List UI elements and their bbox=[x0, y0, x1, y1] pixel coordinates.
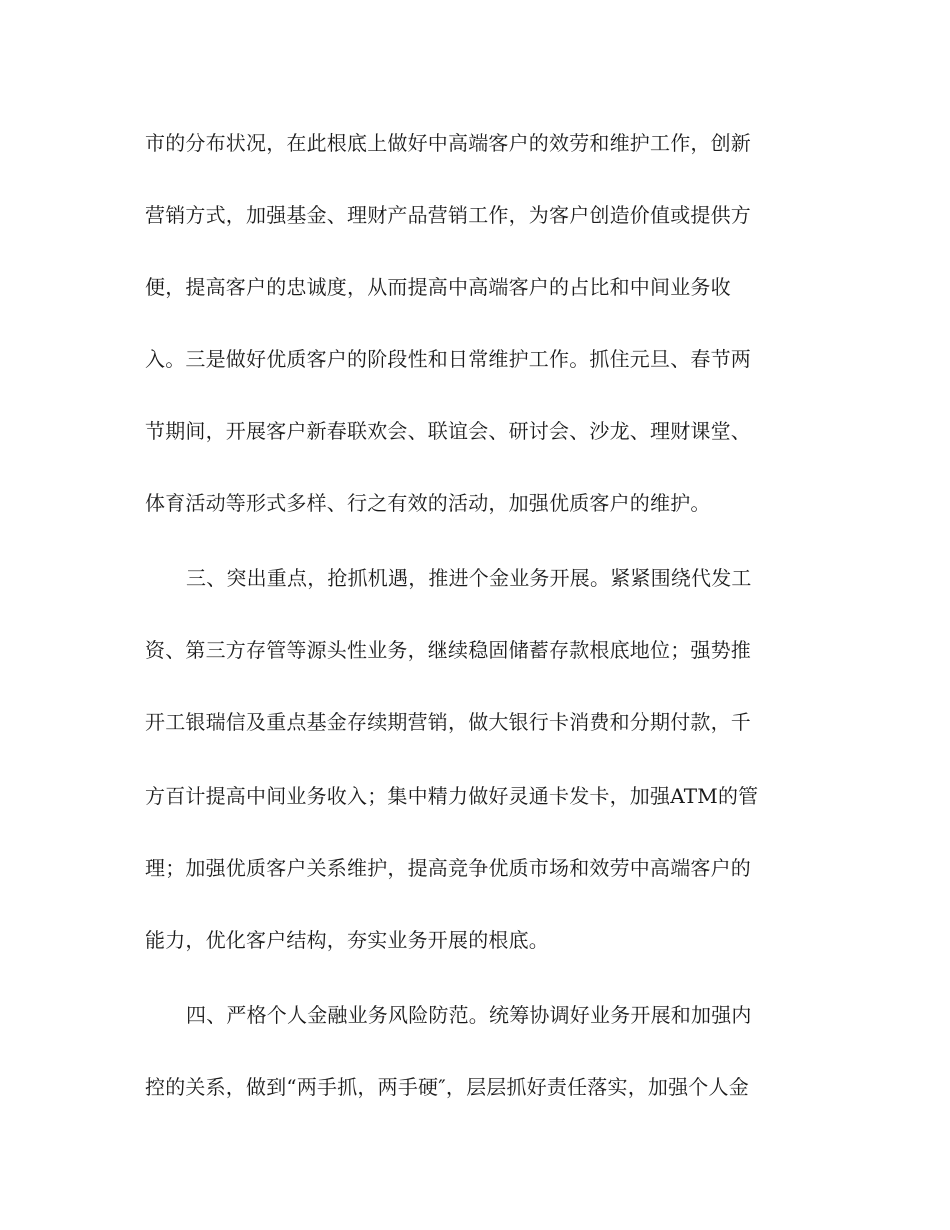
paragraph-3-start: 三、突出重点，抢抓机遇，推进个金业务开展。紧紧围绕代发工 bbox=[186, 566, 752, 590]
text-line-12: 能力，优化客户结构，夯实业务开展的根底。 bbox=[145, 928, 549, 952]
text-line-3: 便，提高客户的忠诚度，从而提高中高端客户的占比和中间业务收 bbox=[145, 275, 731, 299]
text-line-1: 市的分布状况，在此根底上做好中高端客户的效劳和维护工作，创新 bbox=[145, 131, 751, 155]
text-line-6: 体育活动等形式多样、行之有效的活动，加强优质客户的维护。 bbox=[145, 491, 711, 515]
text-line-10: 方百计提高中间业务收入；集中精力做好灵通卡发卡，加强ATM的管 bbox=[145, 784, 759, 808]
text-line-9: 开工银瑞信及重点基金存续期营销，做大银行卡消费和分期付款，千 bbox=[145, 710, 751, 734]
text-line-14: 控的关系，做到“两手抓，两手硬″，层层抓好责任落实，加强个人金 bbox=[145, 1075, 749, 1099]
text-line-11: 理；加强优质客户关系维护，提高竞争优质市场和效劳中高端客户的 bbox=[145, 856, 751, 880]
text-line-2: 营销方式，加强基金、理财产品营销工作，为客户创造价值或提供方 bbox=[145, 203, 751, 227]
paragraph-4-start: 四、严格个人金融业务风险防范。统筹协调好业务开展和加强内 bbox=[186, 1003, 752, 1027]
text-line-4: 入。三是做好优质客户的阶段性和日常维护工作。抓住元旦、春节两 bbox=[145, 347, 751, 371]
text-line-8: 资、第三方存管等源头性业务，继续稳固储蓄存款根底地位；强势推 bbox=[145, 638, 751, 662]
text-line-5: 节期间，开展客户新春联欢会、联谊会、研讨会、沙龙、理财课堂、 bbox=[145, 419, 751, 443]
